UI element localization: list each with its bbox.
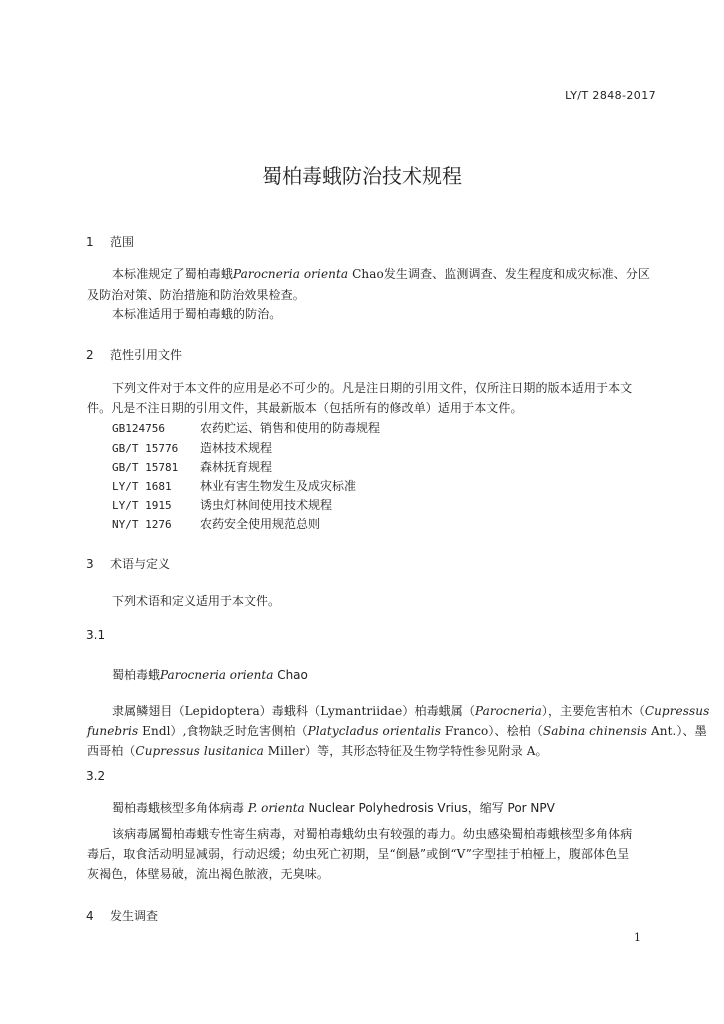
term-definition-line-3 xyxy=(87,743,548,760)
reference-title: 诱虫灯林间使用技术规程 xyxy=(200,498,333,512)
s1-paragraph-1-line-1 xyxy=(112,266,650,283)
text-run: ），主要危害柏木（ xyxy=(541,704,645,718)
s1-paragraph-1-line-2: 及防治对策、防治措施和防治效果检查。 xyxy=(87,288,305,302)
term-definition-line-3: 灰褐色，体壁易破，流出褐色脓液，无臭味。 xyxy=(87,867,330,881)
term-number: 3.1 xyxy=(86,628,106,642)
reference-item xyxy=(112,439,272,456)
term-title xyxy=(112,799,555,816)
term-title xyxy=(112,666,308,683)
text-run: Endl）,食物缺乏时危害侧柏（ xyxy=(138,724,308,738)
reference-code: GB124756 xyxy=(112,422,165,435)
reference-code: LY/T 1915 xyxy=(112,499,172,512)
text-run: Chao发生调查、监测调查、发生程度和成灾标准、分区 xyxy=(348,267,650,281)
text-run: 本标准规定了蜀柏毒蛾 xyxy=(112,267,234,281)
s2-paragraph-line-2: 件。凡是不注日期的引用文件，其最新版本（包括所有的修改单）适用于本文件。 xyxy=(87,401,523,415)
section-title: 范围 xyxy=(110,235,135,249)
scientific-name: Sabina chinensis xyxy=(542,724,648,738)
document-title: 蜀柏毒蛾防治技术规程 xyxy=(262,164,462,188)
text-run: 西哥柏（ xyxy=(87,744,136,758)
scientific-name: funebris xyxy=(87,724,139,738)
reference-title: 造林技术规程 xyxy=(200,441,273,455)
scientific-name: Platycladus orientalis xyxy=(307,724,441,738)
text-run: 隶属鳞翅目（Lepidoptera）毒蛾科（Lymantriidae）柏毒蛾属（ xyxy=(112,704,475,718)
text-run: Nuclear Polyhedrosis Vrius，缩写 Por NPV xyxy=(304,801,555,815)
scientific-name: Parocneria orienta xyxy=(160,668,274,682)
reference-code: NY/T 1276 xyxy=(112,518,172,531)
term-definition-line-1 xyxy=(112,703,709,720)
page-number: 1 xyxy=(634,931,641,944)
scientific-name: Parocneria orienta xyxy=(233,267,349,281)
reference-title: 森林抚育规程 xyxy=(200,460,273,474)
reference-item xyxy=(112,477,356,494)
reference-title: 农药安全使用规范总则 xyxy=(200,517,321,531)
section-3-heading xyxy=(86,555,170,572)
scientific-name: P. orienta xyxy=(247,801,305,815)
section-4-heading xyxy=(86,907,158,924)
section-title: 范性引用文件 xyxy=(110,348,183,362)
term-definition-line-2: 毒后，取食活动明显减弱，行动迟缓；幼虫死亡初期，呈“倒悬”或倒“V”字型挂于柏桠上，腹部体色呈 xyxy=(87,847,630,861)
text-run: 蜀柏毒蛾 xyxy=(112,668,161,682)
scientific-name: Parocneria xyxy=(474,704,542,718)
text-run: Chao xyxy=(273,668,308,682)
section-2-heading xyxy=(86,346,182,363)
section-number: 2 xyxy=(86,348,94,362)
scientific-name: Cupressus lusitanica xyxy=(135,744,264,758)
reference-item xyxy=(112,515,320,532)
s2-paragraph-line-1: 下列文件对于本文件的应用是必不可少的。凡是注日期的引用文件，仅所注日期的版本适用于本文 xyxy=(112,381,633,395)
reference-code: GB/T 15781 xyxy=(112,461,179,474)
reference-title: 农药贮运、销售和使用的防毒规程 xyxy=(200,421,381,435)
section-title: 发生调查 xyxy=(110,909,159,923)
term-definition-line-1: 该病毒属蜀柏毒蛾专性寄生病毒，对蜀柏毒蛾幼虫有较强的毒力。幼虫感染蜀柏毒蛾核型多角体病 xyxy=(112,827,633,841)
section-title: 术语与定义 xyxy=(110,557,171,571)
text-run: Franco）、桧柏（ xyxy=(440,724,543,738)
term-number: 3.2 xyxy=(86,769,106,783)
reference-item xyxy=(112,458,272,475)
s3-intro: 下列术语和定义适用于本文件。 xyxy=(112,594,281,608)
reference-code: LY/T 1681 xyxy=(112,480,172,493)
text-run: Ant.）、墨 xyxy=(647,724,707,738)
section-1-heading xyxy=(86,233,134,250)
reference-item xyxy=(112,496,332,513)
scientific-name: Cupressus xyxy=(644,704,710,718)
section-number: 1 xyxy=(86,235,94,249)
standard-code: LY/T 2848-2017 xyxy=(565,89,656,102)
section-number: 3 xyxy=(86,557,94,571)
reference-code: GB/T 15776 xyxy=(112,442,179,455)
text-run: Miller）等，其形态特征及生物学特性参见附录 A。 xyxy=(263,744,548,758)
reference-title: 林业有害生物发生及成灾标准 xyxy=(200,479,357,493)
reference-item xyxy=(112,419,380,436)
text-run: 蜀柏毒蛾核型多角体病毒 xyxy=(112,801,248,815)
s1-paragraph-2: 本标准适用于蜀柏毒蛾的防治。 xyxy=(112,307,282,321)
section-number: 4 xyxy=(86,909,94,923)
term-definition-line-2 xyxy=(87,723,707,740)
